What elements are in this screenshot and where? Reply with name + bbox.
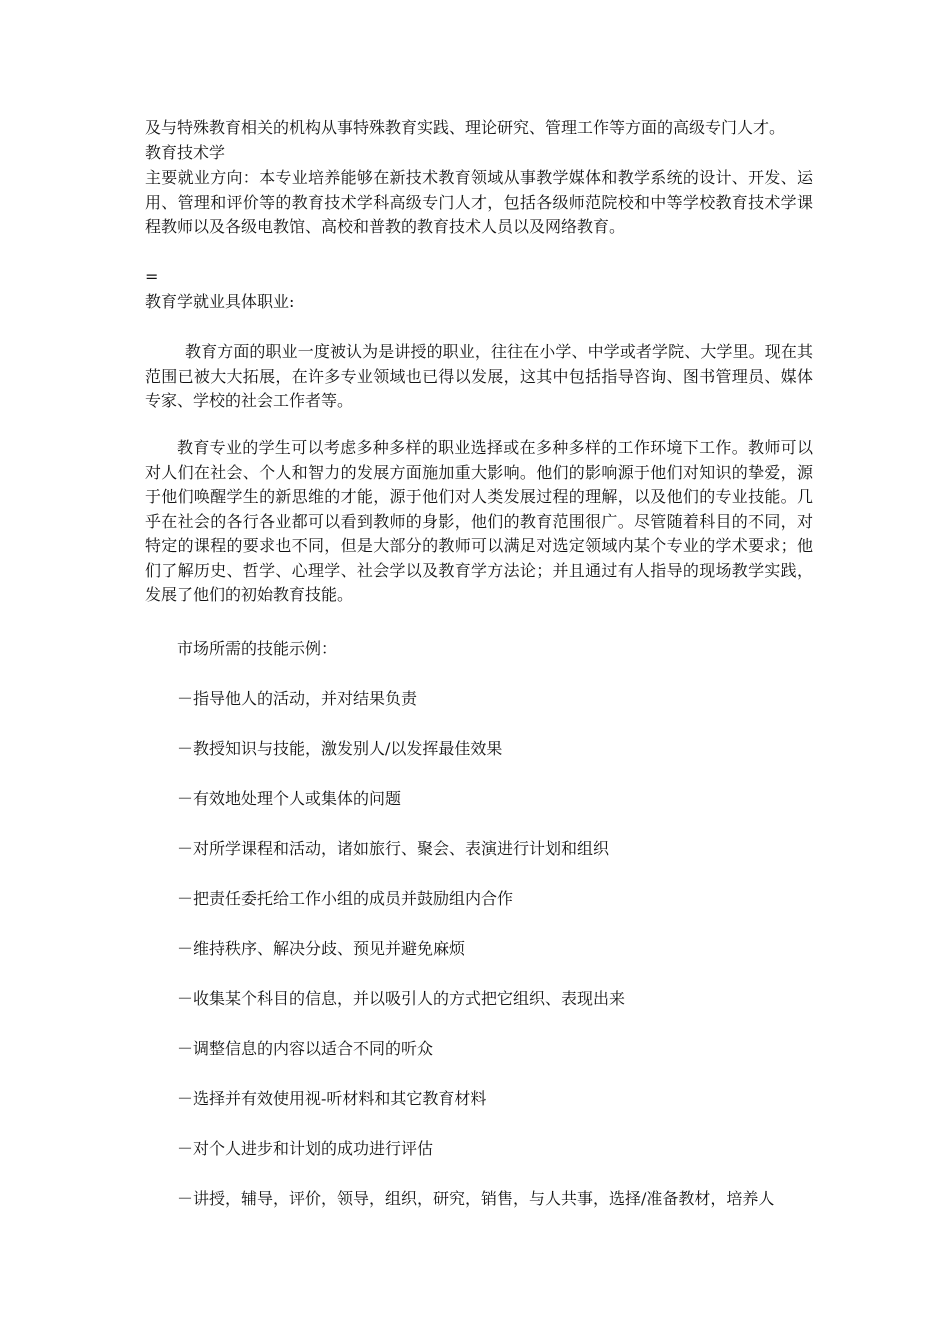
- skill-item: －教授知识与技能，激发别人/以发挥最佳效果: [177, 739, 503, 758]
- skill-item: －有效地处理个人或集体的问题: [177, 789, 402, 808]
- skill-item: －讲授，辅导，评价，领导，组织，研究，销售，与人共事，选择/准备教材，培养人: [177, 1189, 775, 1208]
- careers-heading: 教育学就业具体职业:: [145, 292, 295, 311]
- skill-item: －对所学课程和活动，诸如旅行、聚会、表演进行计划和组织: [177, 839, 610, 858]
- skill-item: －指导他人的活动，并对结果负责: [177, 689, 418, 708]
- skills-heading: 市场所需的技能示例：: [177, 639, 338, 658]
- skill-item: －选择并有效使用视-听材料和其它教育材料: [177, 1089, 487, 1108]
- skill-item: －调整信息的内容以适合不同的听众: [177, 1039, 434, 1058]
- skill-item: －把责任委托给工作小组的成员并鼓励组内合作: [177, 889, 514, 908]
- skill-item: －对个人进步和计划的成功进行评估: [177, 1139, 434, 1158]
- intro-line: 及与特殊教育相关的机构从事特殊教育实践、理论研究、管理工作等方面的高级专门人才。: [145, 118, 786, 137]
- major-direction: 主要就业方向：本专业培养能够在新技术教育领域从事教学媒体和教学系统的设计、开发、运用、管理和评价等的教育技术学科高级专门人才，包括各级师范院校和中等学校教育技术学课程教师以及各级电教馆、高校和普教的教育技术人员以及网络教育。: [145, 168, 813, 236]
- separator: =: [145, 267, 159, 286]
- major-title: 教育技术学: [145, 143, 226, 162]
- careers-paragraph-1: 教育方面的职业一度被认为是讲授的职业，往往在小学、中学或者学院、大学里。现在其范围已被大大拓展，在许多专业领域也已得以发展，这其中包括指导咨询、图书管理员、媒体专家、学校的社会工作者等。: [145, 342, 813, 410]
- careers-paragraph-2: 教育专业的学生可以考虑多种多样的职业选择或在多种多样的工作环境下工作。教师可以对人们在社会、个人和智力的发展方面施加重大影响。他们的影响源于他们对知识的挚爱，源于他们唤醒学生的新思维的才能，源于他们对人类发展过程的理解，以及他们的专业技能。几乎在社会的各行各业都可以看到教师的身影，他们的教育范围很广。尽管随着科目的不同，对特定的课程的要求也不同，但是大部分的教师可以满足对选定领域内某个专业的学术要求；他们了解历史、哲学、心理学、社会学以及教育学方法论；并且通过有人指导的现场教学实践，发展了他们的初始教育技能。: [145, 438, 813, 604]
- skill-item: －收集某个科目的信息，并以吸引人的方式把它组织、表现出来: [177, 989, 626, 1008]
- skill-item: －维持秩序、解决分歧、预见并避免麻烦: [177, 939, 466, 958]
